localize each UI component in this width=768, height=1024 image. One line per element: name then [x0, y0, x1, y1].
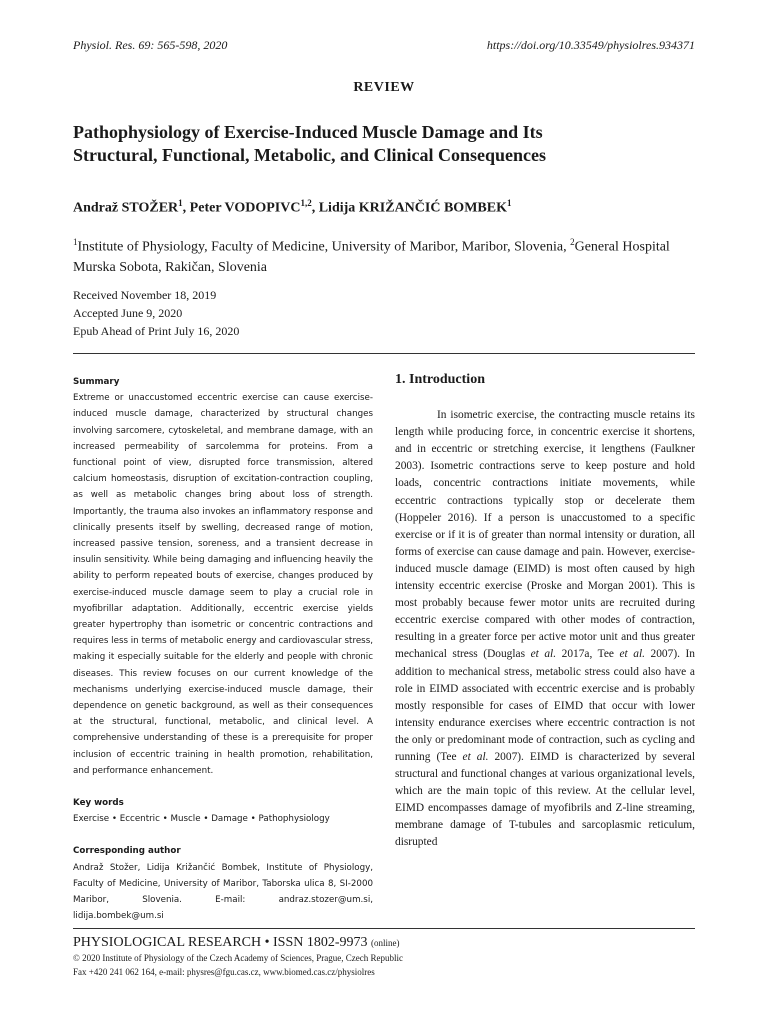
title-line-1: Pathophysiology of Exercise-Induced Muscle Damage and Its [73, 122, 543, 142]
intro-text: 2017a, Tee [556, 648, 620, 661]
online-label: (online) [371, 938, 400, 948]
copyright-line: © 2020 Institute of Physiology of the Czech Academy of Sciences, Prague, Czech Republic [73, 953, 404, 963]
corresponding-heading: Corresponding author [73, 846, 181, 857]
keywords-block [73, 795, 373, 827]
corresponding-text: Andraž Stožer, Lidija Križančić Bombek, Institute of Physiology, Faculty of Medicine, University of Maribor, Taborska ulica 8, SI-2000 Maribor, Slovenia. E-mail: andraz.stozer@um.si, lidija.bombek@um.si [73, 862, 373, 922]
doi-link[interactable]: https://doi.org/10.33549/physiolres.934371 [486, 38, 695, 52]
affiliation-text: General Hospital Murska Sobota, Rakičan, Slovenia [73, 239, 670, 275]
affiliation-marker: 2 [570, 237, 575, 247]
affiliation-marker: 1 [73, 237, 78, 247]
author-name: Peter VODOPIVC [189, 200, 301, 216]
footer-divider [73, 928, 695, 929]
epub-date: Epub Ahead of Print July 16, 2020 [73, 324, 240, 338]
journal-name [73, 935, 695, 951]
et-al: et al. [530, 648, 557, 661]
paper-title [73, 121, 695, 167]
body-column [395, 371, 695, 852]
affiliation-text: Institute of Physiology, Faculty of Medicine, University of Maribor, Maribor, Slovenia, [77, 239, 571, 255]
author-separator: , [182, 200, 190, 216]
keywords-text: Exercise • Eccentric • Muscle • Damage • Pathophysiology [73, 814, 330, 825]
accepted-date: Accepted June 9, 2020 [73, 306, 183, 320]
author-affiliation-marker: 1 [178, 198, 183, 208]
intro-text: 2007). EIMD is characterized by several structural and functional changes at various organizational levels, which are the main topic of this review. At the cellular level, EIMD encompasses damage of myofibrils and Z-line streaming, membrane damage of T-tubules and sarcoplasmic reticulum, disrupted [395, 750, 695, 849]
author-affiliation-marker: 1,2 [300, 198, 312, 208]
intro-text: In isometric exercise, the contracting muscle retains its length while producing force, in concentric exercise it shortens, and in eccentric or stretching exercise, it lengthens (Faulkner 2003). Isometric contractions serve to keep posture and hold loads, concentric contractions initiate movements, while eccentric contractions typically stop or decelerate them (Hoppeler 2016). If a person is unaccustomed to a specific exercise or if it is of greater than normal intensity or duration, all forms of exercise can cause damage and pain. However, exercise-induced muscle damage (EIMD) is most often caused by high intensity eccentric exercise (Proske and Morgan 2001). This is most probably because fewer motor units are recruited during eccentric exercise compared with other modes of contraction, resulting in a greater force per active motor unit and thus greater mechanical stress (Douglas [395, 409, 695, 661]
author-separator: , [311, 200, 319, 216]
running-header [73, 38, 695, 54]
introduction-heading: 1. Introduction [395, 372, 485, 387]
publication-dates [73, 286, 473, 340]
corresponding-author-block [73, 843, 373, 924]
journal-issn: PHYSIOLOGICAL RESEARCH • ISSN 1802-9973 [73, 935, 368, 950]
abstract-column [73, 374, 373, 941]
divider [73, 353, 695, 354]
summary-text: Extreme or unaccustomed eccentric exercise can cause exercise-induced muscle damage, characterized by structural changes involving sarcomere, cytoskeletal, and membrane damage, with an increased permeability of sarcolemma for proteins. From a functional point of view, disrupted force transmission, altered calcium homeostasis, disruption of excitation-contraction coupling, as well as metabolic changes bring about loss of strength. Importantly, the trauma also invokes an inflammatory response and clinically presents itself by swelling, decreased range of motion, increased passive tension, soreness, and a transient decrease in insulin sensitivity. While being damaging and influencing heavily the ability to perform repeated bouts of exercise, changes produced by exercise-induced muscle damage seem to play a crucial role in myofibrillar adaptation. Additionally, eccentric exercise yields greater hypertrophy than isometric or concentric contractions and requires less in terms of metabolic energy and cardiovascular stress, making it especially suitable for the elderly and people with chronic diseases. This review focuses on our current knowledge of the mechanisms underlying exercise-induced muscle damage, their dependence on genetic background, as well as their consequences at the structural, functional, metabolic, and clinical level. A comprehensive understanding of these is a prerequisite for proper inclusion of eccentric training in health promotion, rehabilitation, and performance enhancement. [73, 393, 373, 776]
et-al: et al. [619, 648, 645, 661]
summary-block [73, 374, 373, 779]
et-al: et al. [462, 750, 489, 763]
affiliations [73, 232, 695, 278]
journal-footer [73, 935, 695, 979]
intro-text: 2007). In addition to mechanical stress, metabolic stress could also have a role in EIMD associated with eccentric exercise and is probably mostly responsible for cases of EIMD that occur with lower intensity endurance exercises where eccentric contraction is not the only or predominant mode of contraction, such as cycling and running (Tee [395, 648, 695, 763]
author-name: Lidija KRIŽANČIĆ BOMBEK [318, 200, 507, 216]
title-line-2: Structural, Functional, Metabolic, and Clinical Consequences [73, 145, 547, 165]
author-name: Andraž STOŽER [73, 200, 179, 216]
summary-heading: Summary [73, 377, 120, 387]
keywords-heading: Key words [73, 798, 124, 809]
author-affiliation-marker: 1 [506, 198, 512, 208]
introduction-paragraph [395, 407, 695, 851]
contact-line: Fax +420 241 062 164, e-mail: physres@fgu.cas.cz, www.biomed.cas.cz/physiolres [73, 967, 375, 977]
citation: Physiol. Res. 69: 565-598, 2020 [73, 38, 228, 52]
received-date: Received November 18, 2019 [73, 288, 217, 302]
author-list [73, 198, 695, 217]
section-label: REVIEW [353, 80, 415, 95]
